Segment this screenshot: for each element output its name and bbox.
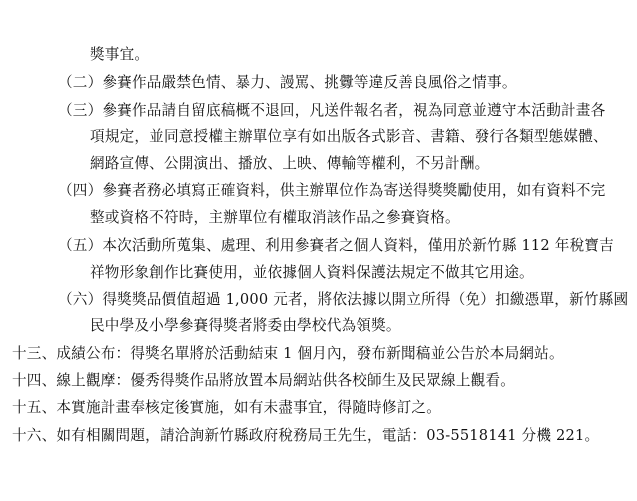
text-line-item-3-rights: 網路宣傳、公開演出、播放、上映、傳輸等權利，不另計酬。 — [90, 155, 490, 172]
section-15-implementation: 十五、本實施計畫奉核定後實施，如有未盡事宜，得隨時修訂之。 — [12, 399, 442, 416]
text-line-item-5-personal-data: （五）本次活動所蒐集、處理、利用參賽者之個人資料，僅用於新竹縣 112 年稅寶吉 — [58, 237, 614, 254]
text-line-item-3-drafts-not-returned: （三）參賽作品請自留底稿概不退回，凡送件報名者，視為同意並遵守本活動計畫各 — [58, 102, 606, 119]
text-line-item-6-prize-value: （六）得獎獎品價值超過 1,000 元者，將依法據以開立所得（免）扣繳憑單，新竹縣國 — [58, 291, 629, 308]
section-13-results-announcement: 十三、成績公布：得獎名單將於活動結束 1 個月內，發布新聞稿並公告於本局網站。 — [12, 345, 564, 362]
text-line-item-4-correct-data: （四）參賽者務必填寫正確資料，供主辦單位作為寄送得獎獎勵使用，如有資料不完 — [58, 182, 606, 199]
text-line-item-6-school-collection: 民中學及小學參賽得獎者將委由學校代為領獎。 — [90, 317, 401, 334]
section-16-contact-info: 十六、如有相關問題，請洽詢新竹縣政府稅務局王先生，電話：03-5518141 分機 221。 — [12, 427, 600, 444]
text-line-item-5-data-protection: 祥物形象創作比賽使用，並依據個人資料保護法規定不做其它用途。 — [90, 264, 534, 281]
text-line-item-3-authorization: 項規定，並同意授權主辦單位享有如出版各式影音、書籍、發行各類型態媒體、 — [90, 128, 608, 145]
section-14-online-viewing: 十四、線上觀摩：優秀得獎作品將放置本局網站供各校師生及民眾線上觀看。 — [12, 372, 515, 389]
text-line-item-4-disqualification: 整或資格不符時，主辦單位有權取消該作品之參賽資格。 — [90, 209, 460, 226]
text-line-award-matters-continuation: 獎事宜。 — [90, 46, 150, 63]
text-line-item-2-content-restrictions: （二）參賽作品嚴禁色情、暴力、謾罵、挑釁等違反善良風俗之情事。 — [58, 74, 517, 91]
